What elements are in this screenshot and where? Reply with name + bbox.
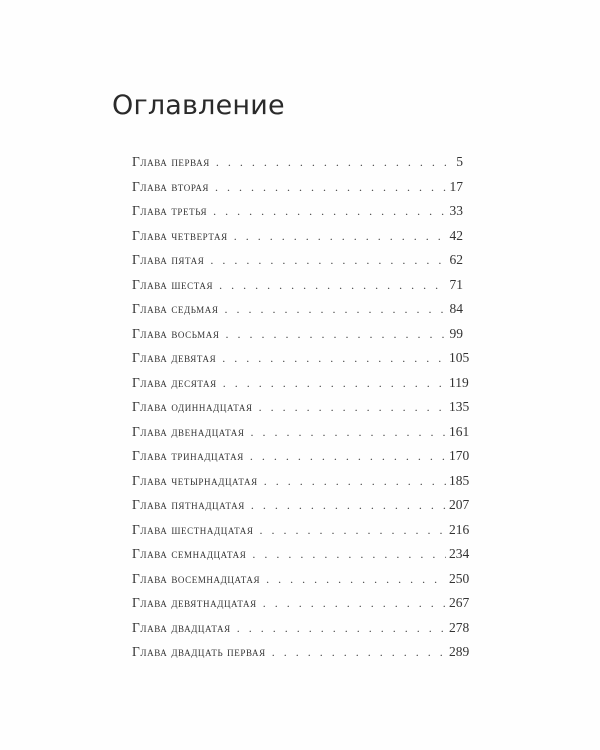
toc-entry xyxy=(132,619,470,645)
chapter-title: Глава первая xyxy=(132,154,210,169)
page-number: 119 xyxy=(449,374,469,390)
toc-entry xyxy=(132,570,470,596)
chapter-title: Глава шестая xyxy=(132,276,214,292)
chapter-title: Глава восьмая xyxy=(132,325,220,341)
chapter-title: Глава пятнадцатая xyxy=(132,497,245,512)
toc-entry xyxy=(132,326,463,351)
dot-leader xyxy=(250,425,446,440)
dot-leader xyxy=(219,278,446,293)
page-number: 161 xyxy=(449,423,470,439)
page-number: 5 xyxy=(456,154,463,169)
page-number: 185 xyxy=(449,472,470,488)
toc-entry xyxy=(132,423,470,449)
page-number: 42 xyxy=(449,227,463,243)
chapter-title: Глава пятая xyxy=(132,252,205,267)
page-title: Оглавление xyxy=(112,90,285,121)
toc-entry xyxy=(132,595,470,620)
dot-leader xyxy=(234,229,446,244)
page-number: 278 xyxy=(449,619,470,635)
page-number: 170 xyxy=(449,448,470,463)
chapter-title: Глава шестнадцатая xyxy=(132,521,254,537)
toc-entry xyxy=(132,179,463,204)
toc-entry xyxy=(132,472,470,498)
toc-entry xyxy=(132,448,470,473)
toc-entry xyxy=(132,399,470,424)
dot-leader xyxy=(252,547,446,562)
chapter-title: Глава десятая xyxy=(132,374,217,390)
toc-entry xyxy=(132,277,463,302)
dot-leader xyxy=(260,523,447,538)
toc-entry xyxy=(132,252,463,277)
dot-leader xyxy=(223,376,446,391)
dot-leader xyxy=(263,596,446,611)
page-number: 216 xyxy=(449,521,470,537)
page-number: 234 xyxy=(449,546,470,561)
toc-entry xyxy=(132,497,470,522)
chapter-title: Глава девятая xyxy=(132,350,217,365)
dot-leader xyxy=(210,253,446,268)
chapter-title: Глава четырнадцатая xyxy=(132,472,258,488)
dot-leader xyxy=(224,302,446,317)
dot-leader xyxy=(222,351,446,366)
page-number: 71 xyxy=(449,276,463,292)
page-number: 84 xyxy=(449,301,463,316)
chapter-title: Глава вторая xyxy=(132,178,210,194)
dot-leader xyxy=(216,155,446,170)
toc-entry xyxy=(132,350,470,375)
page-number: 105 xyxy=(449,350,470,365)
page-number: 207 xyxy=(449,497,470,512)
dot-leader xyxy=(264,474,446,489)
dot-leader xyxy=(266,572,446,587)
chapter-title: Глава двенадцатая xyxy=(132,423,245,439)
toc-entry xyxy=(132,228,463,253)
dot-leader xyxy=(272,645,446,660)
dot-leader xyxy=(215,180,446,195)
chapter-title: Глава семнадцатая xyxy=(132,546,247,561)
toc-entry xyxy=(132,301,463,326)
page-number: 267 xyxy=(449,595,470,610)
page-number: 99 xyxy=(449,325,463,341)
dot-leader xyxy=(225,327,446,342)
chapter-title: Глава тринадцатая xyxy=(132,448,244,463)
toc-entry xyxy=(132,203,463,228)
dot-leader xyxy=(250,449,446,464)
chapter-title: Глава седьмая xyxy=(132,301,219,316)
dot-leader xyxy=(237,621,446,636)
toc-entry xyxy=(132,546,470,571)
toc-entry xyxy=(132,521,470,547)
dot-leader xyxy=(259,400,446,415)
table-of-contents xyxy=(132,154,470,669)
page-number: 250 xyxy=(449,570,470,586)
chapter-title: Глава двадцатая xyxy=(132,619,231,635)
chapter-title: Глава четвертая xyxy=(132,227,228,243)
page-number: 17 xyxy=(449,178,463,194)
page-number: 33 xyxy=(449,203,463,218)
page-number: 135 xyxy=(449,399,470,414)
chapter-title: Глава двадцать первая xyxy=(132,644,266,659)
toc-entry xyxy=(132,644,470,669)
chapter-title: Глава восемнадцатая xyxy=(132,570,261,586)
chapter-title: Глава одиннадцатая xyxy=(132,399,253,414)
toc-entry xyxy=(132,374,469,400)
page-number: 289 xyxy=(449,644,470,659)
toc-entry xyxy=(132,154,463,179)
dot-leader xyxy=(251,498,446,513)
chapter-title: Глава третья xyxy=(132,203,208,218)
page-number: 62 xyxy=(449,252,463,267)
dot-leader xyxy=(213,204,446,219)
chapter-title: Глава девятнадцатая xyxy=(132,595,257,610)
